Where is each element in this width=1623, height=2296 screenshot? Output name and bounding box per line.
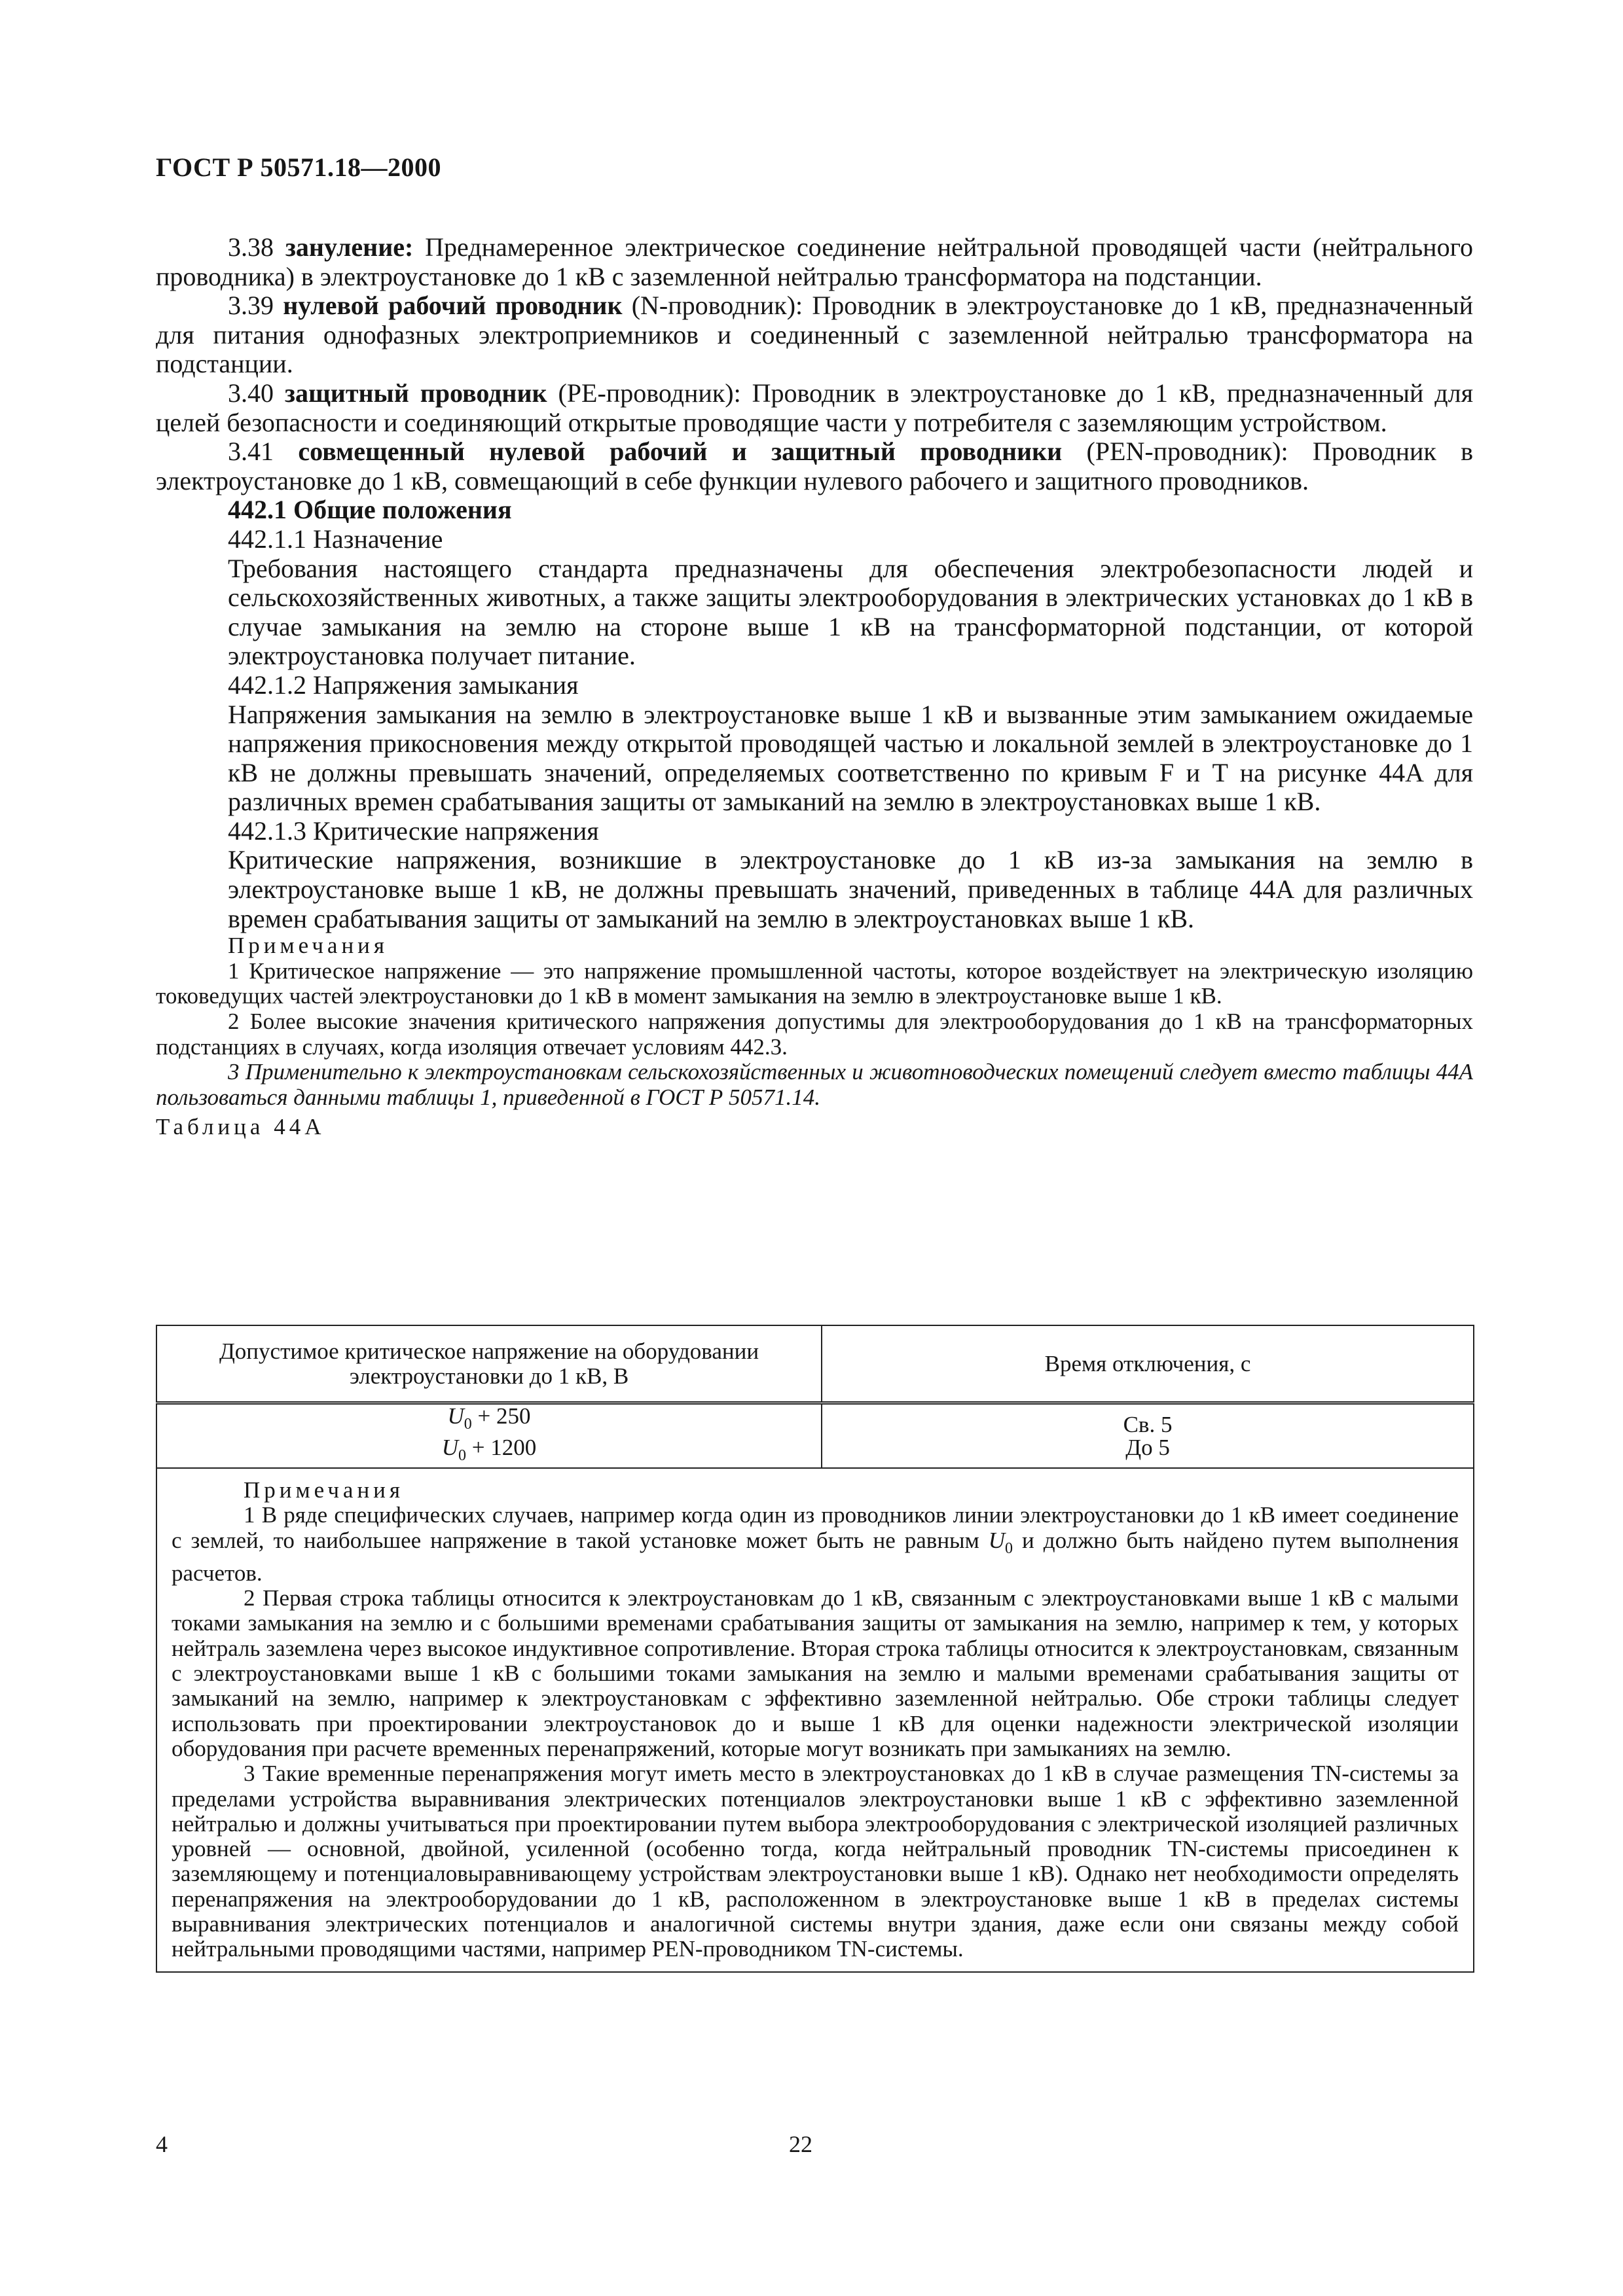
table-notes-row: [156, 1468, 1474, 1972]
notes-block: [156, 933, 1473, 1110]
def-text: (PEN-проводник): Проводник в электроустановке до 1 кВ, совмещающий в себе функции нулевого рабочего и защитного проводников.: [156, 437, 1473, 495]
voltage-value: $U_0 + 1200$: [441, 1435, 537, 1464]
voltage-value: $U_0 + 250$: [447, 1403, 531, 1433]
subsection-text: Критические напряжения, возникшие в электроустановке до 1 кВ из-за замыкания на землю в электроустановке выше 1 кВ, не должны превышать значений, приведенных в таблице 44A для различных времен срабатывания защиты от замыканий на землю в электроустановках выше 1 кВ.: [228, 845, 1473, 933]
document-header: ГОСТ Р 50571.18—2000: [156, 152, 442, 182]
table-note-item: 2 Первая строка таблицы относится к электроустановкам до 1 кВ, связанным с электроустановками выше 1 кВ с малыми токами замыкания на землю и с большими временами срабатывания защиты от замыкания на землю, например к тем, у которых нейтраль заземлена через высокое индуктивное сопротивление. Вторая строка таблицы относится к электроустановкам, связанным с электроустановками выше 1 кВ с большими токами замыкания на землю и малыми временами срабатывания защиты от замыканий на землю, например к электроустановкам с эффективно заземленной нейтралью. Обе строки таблицы следует использовать при проектировании электроустановок до и выше 1 кВ для оценки надежности электрической изоляции оборудования при расчете временных перенапряжений, которые могут возникать при замыканиях на землю.: [172, 1585, 1459, 1761]
table-note-item: 1 В ряде специфических случаев, например когда один из проводников линии электроустановки до 1 кВ имеет соединение с землей, то наибольшее напряжение в такой установке может быть не равным $U_0$ и должно быть найдено путем выполнения расчетов.: [172, 1502, 1459, 1586]
time-value: До 5: [1125, 1435, 1170, 1460]
document-body: [156, 233, 1473, 1142]
def-term: совмещенный нулевой рабочий и защитный проводники: [298, 437, 1063, 467]
subsection-text: Напряжения замыкания на землю в электроустановке выше 1 кВ и вызванные этим замыканием ожидаемые напряжения прикосновения между открытой проводящей частью и локальной землей в электроустановке до 1 кВ не должны превышать значений, определяемых соответственно по кривым F и T на рисунке 44A для различных времен срабатывания защиты от замыканий на землю в электроустановках выше 1 кВ.: [228, 699, 1473, 817]
subsection-title: 442.1.3 Критические напряжения: [228, 816, 599, 846]
section-title: 442.1 Общие положения: [228, 495, 512, 525]
table-44a: [156, 1325, 1474, 1973]
subsection-title: 442.1.2 Напряжения замыкания: [228, 670, 579, 700]
def-text: (N-проводник): Проводник в электроустановке до 1 кВ, предназначенный для питания однофазных электроприемников и соединенный с заземленной нейтралью трансформатора на подстанции.: [156, 291, 1473, 379]
definition-3-39: [156, 291, 1473, 379]
def-number: 3.38: [228, 232, 274, 262]
note-item: 2 Более высокие значения критического напряжения допустимы для электрооборудования до 1 кВ на трансформаторных подстанциях в случаях, когда изоляция отвечает условиям 442.3.: [156, 1009, 1473, 1060]
definition-3-40: [156, 379, 1473, 437]
def-term: защитный проводник: [284, 378, 547, 408]
def-term: зануление:: [285, 232, 414, 262]
definition-3-38: [156, 233, 1473, 291]
def-text: Преднамеренное электрическое соединение нейтральной проводящей части (нейтрального проводника) в электроустановке до 1 кВ с заземленной нейтралью трансформатора на подстанции.: [156, 232, 1473, 291]
notes-title: Примечания: [228, 933, 389, 959]
subsection-text: Требования настоящего стандарта предназначены для обеспечения электробезопасности людей и сельскохозяйственных животных, а также защиты электрооборудования в электрических установках до 1 кВ в случае замыкания на землю на стороне выше 1 кВ на трансформаторной подстанции, от которой электроустановка получает питание.: [228, 553, 1473, 671]
table-cell: [822, 1403, 1474, 1469]
page-number-center: 22: [789, 2131, 812, 2157]
table-notes-cell: [156, 1468, 1474, 1972]
note-item: 1 Критическое напряжение — это напряжение промышленной частоты, которое воздействует на электрическую изоляцию токоведущих частей электроустановки до 1 кВ в момент замыкания на землю в электроустановке выше 1 кВ.: [156, 958, 1473, 1009]
def-number: 3.41: [228, 437, 274, 467]
table-header-cell: Время отключения, с: [822, 1325, 1474, 1403]
page-number-left: 4: [156, 2131, 168, 2157]
def-number: 3.40: [228, 378, 274, 408]
subsection-title: 442.1.1 Назначение: [228, 524, 443, 554]
table-row: [156, 1403, 1474, 1469]
note-item: 3 Применительно к электроустановкам сельскохозяйственных и животноводческих помещений следует вместо таблицы 44A пользоваться данными таблицы 1, приведенной в ГОСТ Р 50571.14.: [156, 1059, 1473, 1110]
def-term: нулевой рабочий проводник: [283, 291, 623, 321]
table-note-item: 3 Такие временные перенапряжения могут иметь место в электроустановках до 1 кВ в случае размещения TN-системы за пределами устройства выравнивания электрических потенциалов электроустановки выше 1 кВ с эффективно заземленной нейтралью и должны учитываться при проектировании путем выбора электрооборудования с электрической изоляцией различных уровней — основной, двойной, усиленной (особенно тогда, когда нейтральный проводник TN-системы присоединен к заземляющему и потенциаловыравнивающему устройствам электроустановки выше 1 кВ). Однако нет необходимости определять перенапряжения на электрооборудовании до 1 кВ, расположенном в электроустановке выше 1 кВ в пределах системы выравнивания электрических потенциалов и аналогичной системы внутри здания, даже если они связаны между собой нейтральными проводящими частями, например PEN-проводником TN-системы.: [172, 1761, 1459, 1962]
def-text: (PE-проводник): Проводник в электроустановке до 1 кВ, предназначенный для целей безопасности и соединяющий открытые проводящие части у потребителя с заземляющим устройством.: [156, 378, 1474, 437]
time-value: Св. 5: [1123, 1412, 1173, 1437]
table-header-cell: Допустимое критическое напряжение на оборудовании электроустановки до 1 кВ, В: [156, 1325, 822, 1403]
table-cell: [156, 1403, 822, 1469]
table-notes-title: Примечания: [244, 1477, 405, 1503]
table-caption: Таблица 44A: [156, 1114, 325, 1140]
definition-3-41: [156, 437, 1473, 495]
table-header-row: [156, 1325, 1474, 1403]
def-number: 3.39: [228, 291, 274, 321]
